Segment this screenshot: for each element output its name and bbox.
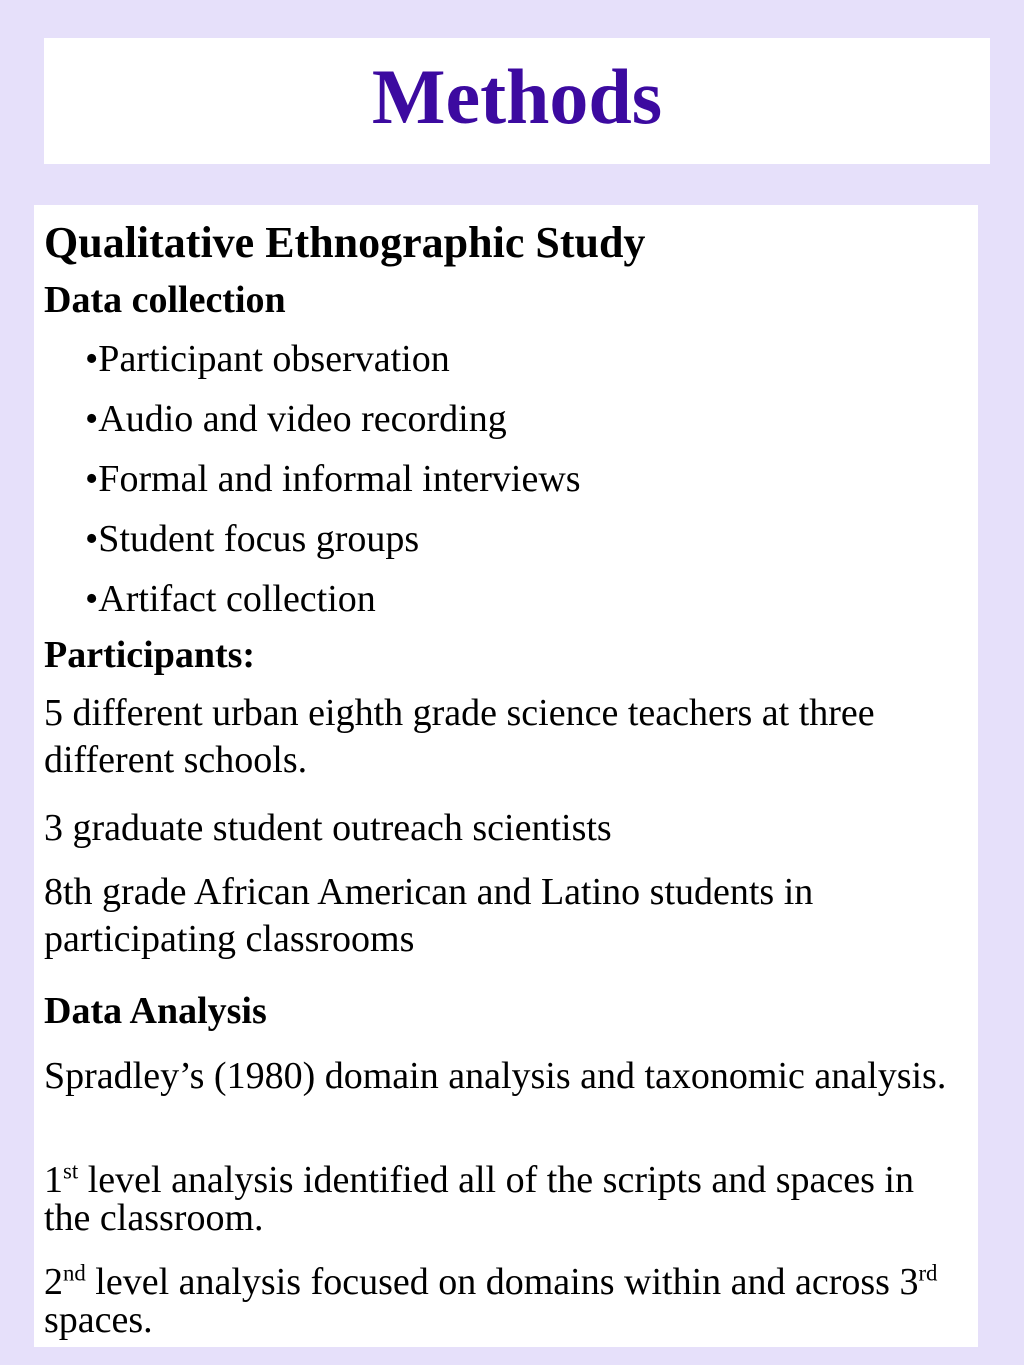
- participant-item: 5 different urban eighth grade science teachers at three different schools.: [44, 692, 875, 781]
- analysis-text: level analysis focused on domains within and across 3: [85, 1261, 919, 1303]
- data-analysis-heading: Data Analysis: [44, 990, 267, 1032]
- slide-title: Methods: [371, 53, 663, 140]
- list-item: •Student focus groups: [85, 518, 420, 560]
- ordinal-number: 1: [44, 1159, 63, 1201]
- participants-heading: Participants:: [44, 634, 256, 676]
- ordinal-suffix: nd: [63, 1260, 86, 1286]
- title-box: [44, 38, 990, 164]
- list-item: •Audio and video recording: [85, 398, 507, 440]
- analysis-text: level analysis identified all of the scripts and spaces in the classroom.: [44, 1159, 914, 1239]
- analysis-text: spaces.: [44, 1299, 153, 1341]
- list-item: •Formal and informal interviews: [85, 458, 581, 500]
- data-collection-heading: Data collection: [44, 279, 286, 321]
- ordinal-suffix: rd: [918, 1260, 938, 1286]
- list-item: •Artifact collection: [85, 578, 376, 620]
- analysis-paragraph: [44, 1158, 964, 1239]
- ordinal-suffix: st: [63, 1158, 79, 1184]
- list-item: •Participant observation: [85, 338, 450, 380]
- participant-item: 8th grade African American and Latino students in participating classrooms: [44, 871, 814, 960]
- analysis-paragraph: [44, 1260, 964, 1341]
- ordinal-number: 2: [44, 1261, 63, 1303]
- study-heading: Qualitative Ethnographic Study: [44, 218, 646, 267]
- content-box: [34, 205, 978, 1347]
- participant-item: 3 graduate student outreach scientists: [44, 807, 612, 849]
- analysis-paragraph: Spradley’s (1980) domain analysis and taxonomic analysis.: [44, 1055, 947, 1097]
